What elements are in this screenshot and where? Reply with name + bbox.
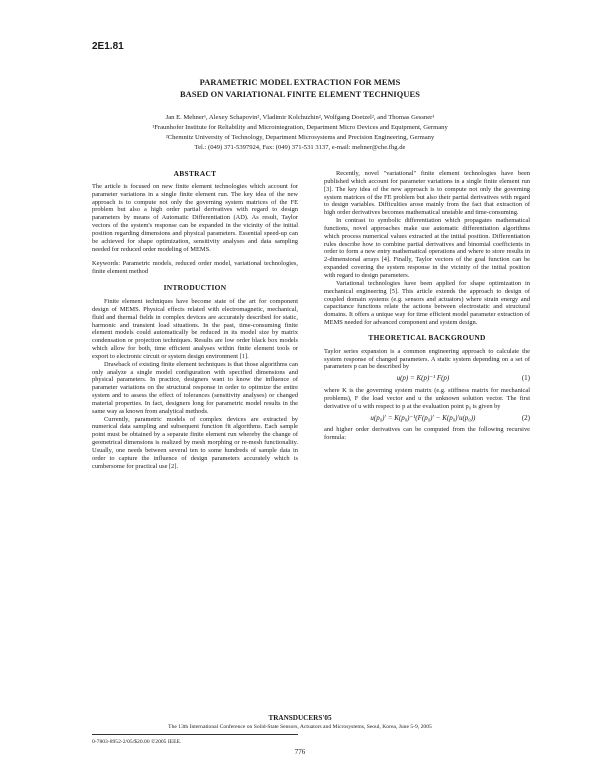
equation-2-expression: u(p₀)' = K(p₀)⁻¹(F(p₀)' − K(p₀)'u(p₀)) [370, 413, 476, 422]
right-paragraph-5: where K is the governing system matrix (e.g. stiffness matrix for mechanical problems), F the load vector and u the unknown solution vector. The first derivative of u with respect to p at the evaluation point p₀ is given by [324, 387, 530, 410]
intro-paragraph-2: Drawback of existing finite element techniques is that those algorithms can only analyze a single model configuration with specified dimensions and physical parameters. In practice, designers want to know the influence of parameter variations on the structural response in order to optimize the entire system and to assess the effect of tolerances (sensitivity analyses) or changed material properties. In fact, designers long for parametric model results in the same way as known from analytical methods. [92, 360, 298, 415]
right-paragraph-4: Taylor series expansion is a common engineering approach to calculate the system response of changed parameters. A static system depending on a set of parameters p can be described by [324, 347, 530, 371]
contact-line: Tel.: (049) 371-5397924, Fax: (049) 371-531 3137, e-mail: mehner@che.fhg.de [194, 144, 406, 151]
conference-details: The 13th International Conference on Solid-State Sensors, Actuators and Microsystems, Seoul, Korea, June 5-9, 2005 [168, 724, 432, 730]
copyright-line: 0-7803-8952-2/05/$20.00 ©2005 IEEE. [92, 739, 182, 745]
footer-divider [92, 734, 298, 735]
right-column [324, 170, 530, 442]
affiliation-1: ¹Fraunhofer Institute for Reliability and Microintegration, Department Micro Devices and Equipment, Germany [152, 124, 448, 131]
equation-1-expression: u(p) = K(p)⁻¹ F(p) [396, 374, 450, 383]
page-number: 776 [294, 748, 306, 756]
conference-name: TRANSDUCERS'05 [268, 714, 332, 722]
right-paragraph-6: and higher order derivatives can be computed from the following recursive formula: [324, 426, 530, 442]
intro-paragraph-3: Currently, parametric models of complex devices are extracted by numerical data sampling and subsequent function fit algorithms. Each sample point must be obtained by a separate finite element run whereby the change of geometrical dimensions is realized by mesh morphing or re-mesh functionality. Usually, one needs between several ten to some hundreds of sample data in order to capture the influence of design parameters accurately which is cumbersome for practical use [2]. [92, 415, 298, 470]
paper-title-line-2: BASED ON VARIATIONAL FINITE ELEMENT TECHNIQUES [179, 90, 420, 99]
abstract-text: The article is focused on new finite element technologies which account for parameter variations in a single finite element run. The key idea of the new approach is to compute not only the governing system matrices of the FE problem but also a high order partial derivatives with regard to design parameters by means of Automatic Differentiation (AD). As result, Taylor vectors of the system's response can be expanded in the vicinity of the initial position regarding dimensions and physical parameters. Essential speed-up can be achieved for shape optimization, sensitivity analyses and data sampling needed for reduced order modeling of MEMS. [92, 182, 298, 253]
right-paragraph-2: In contrast to symbolic differentiation which propagates mathematical functions, novel approaches make use automatic differentiation algorithms which process numerical values extracted at the initial position. Differentiation rules describe how to combine partial derivatives and binomial coefficients in order to form a new entry mathematical operations and where to store results in 2-dimensional arrays [4]. Finally, Taylor vectors of the goal function can be expanded covering the system response in the vicinity of the initial position with regard to design parameters. [324, 217, 530, 279]
equation-1-number: (1) [521, 374, 530, 383]
paper-title-line-1: PARAMETRIC MODEL EXTRACTION FOR MEMS [199, 78, 401, 87]
equation-1 [324, 375, 530, 383]
abstract-heading: ABSTRACT [173, 169, 217, 178]
introduction-heading: INTRODUCTION [163, 283, 227, 293]
affiliation-2: ²Chemnitz University of Technology, Department Microsystems and Precision Engineering, Germany [165, 134, 435, 141]
right-paragraph-3: Variational technologies have been applied for shape optimization in mechanical engineering [5]. This article extends the approach to design of coupled domain systems (e.g. sensors and actuators) where strain energy and capacitance functions relate the actions between electrostatic and structural domains. It offers a unique way for time efficient model parameter extraction of MEMS needed for advanced component and system design. [324, 279, 530, 327]
author-list: Jan E. Mehner¹, Alexey Schapovin², Vladimir Kolchuzhin², Wolfgang Doetzel², and Thomas Gessner¹ [165, 114, 435, 121]
right-paragraph-1: Recently, novel "variational" finite element technologies have been published which account for parameter variations in a single finite element run [3]. The key idea of the new approach is to compute not only the governing system matrices of the FE problem but also their partial derivatives with regard to design variables. Difficulties arose mainly from the fact that extraction of high order derivatives becomes mathematical unstable and time-consuming. [324, 170, 530, 217]
paper-code: 2E1.81 [92, 41, 124, 52]
intro-paragraph-1: Finite element techniques have become state of the art for component design of MEMS. Physical effects related with electromagnetic, mechanical, fluid and thermal fields in complex devices are accurately described for static, harmonic and transient load situations. In the past, time-consuming finite element models could automatically be reduced in its model size by matrix condensation or projection techniques. Results are low order black box models which allow for both, time efficient analyses within finite element tools or export to electronic circuit or system design environment [1]. [92, 297, 298, 360]
left-column [92, 170, 298, 471]
equation-2-number: (2) [521, 413, 530, 422]
equation-2 [324, 415, 530, 423]
keywords: Keywords: Parametric models, reduced order model, variational technologies, finite element method [92, 260, 298, 276]
theoretical-background-heading: THEORETICAL BACKGROUND [368, 332, 486, 342]
